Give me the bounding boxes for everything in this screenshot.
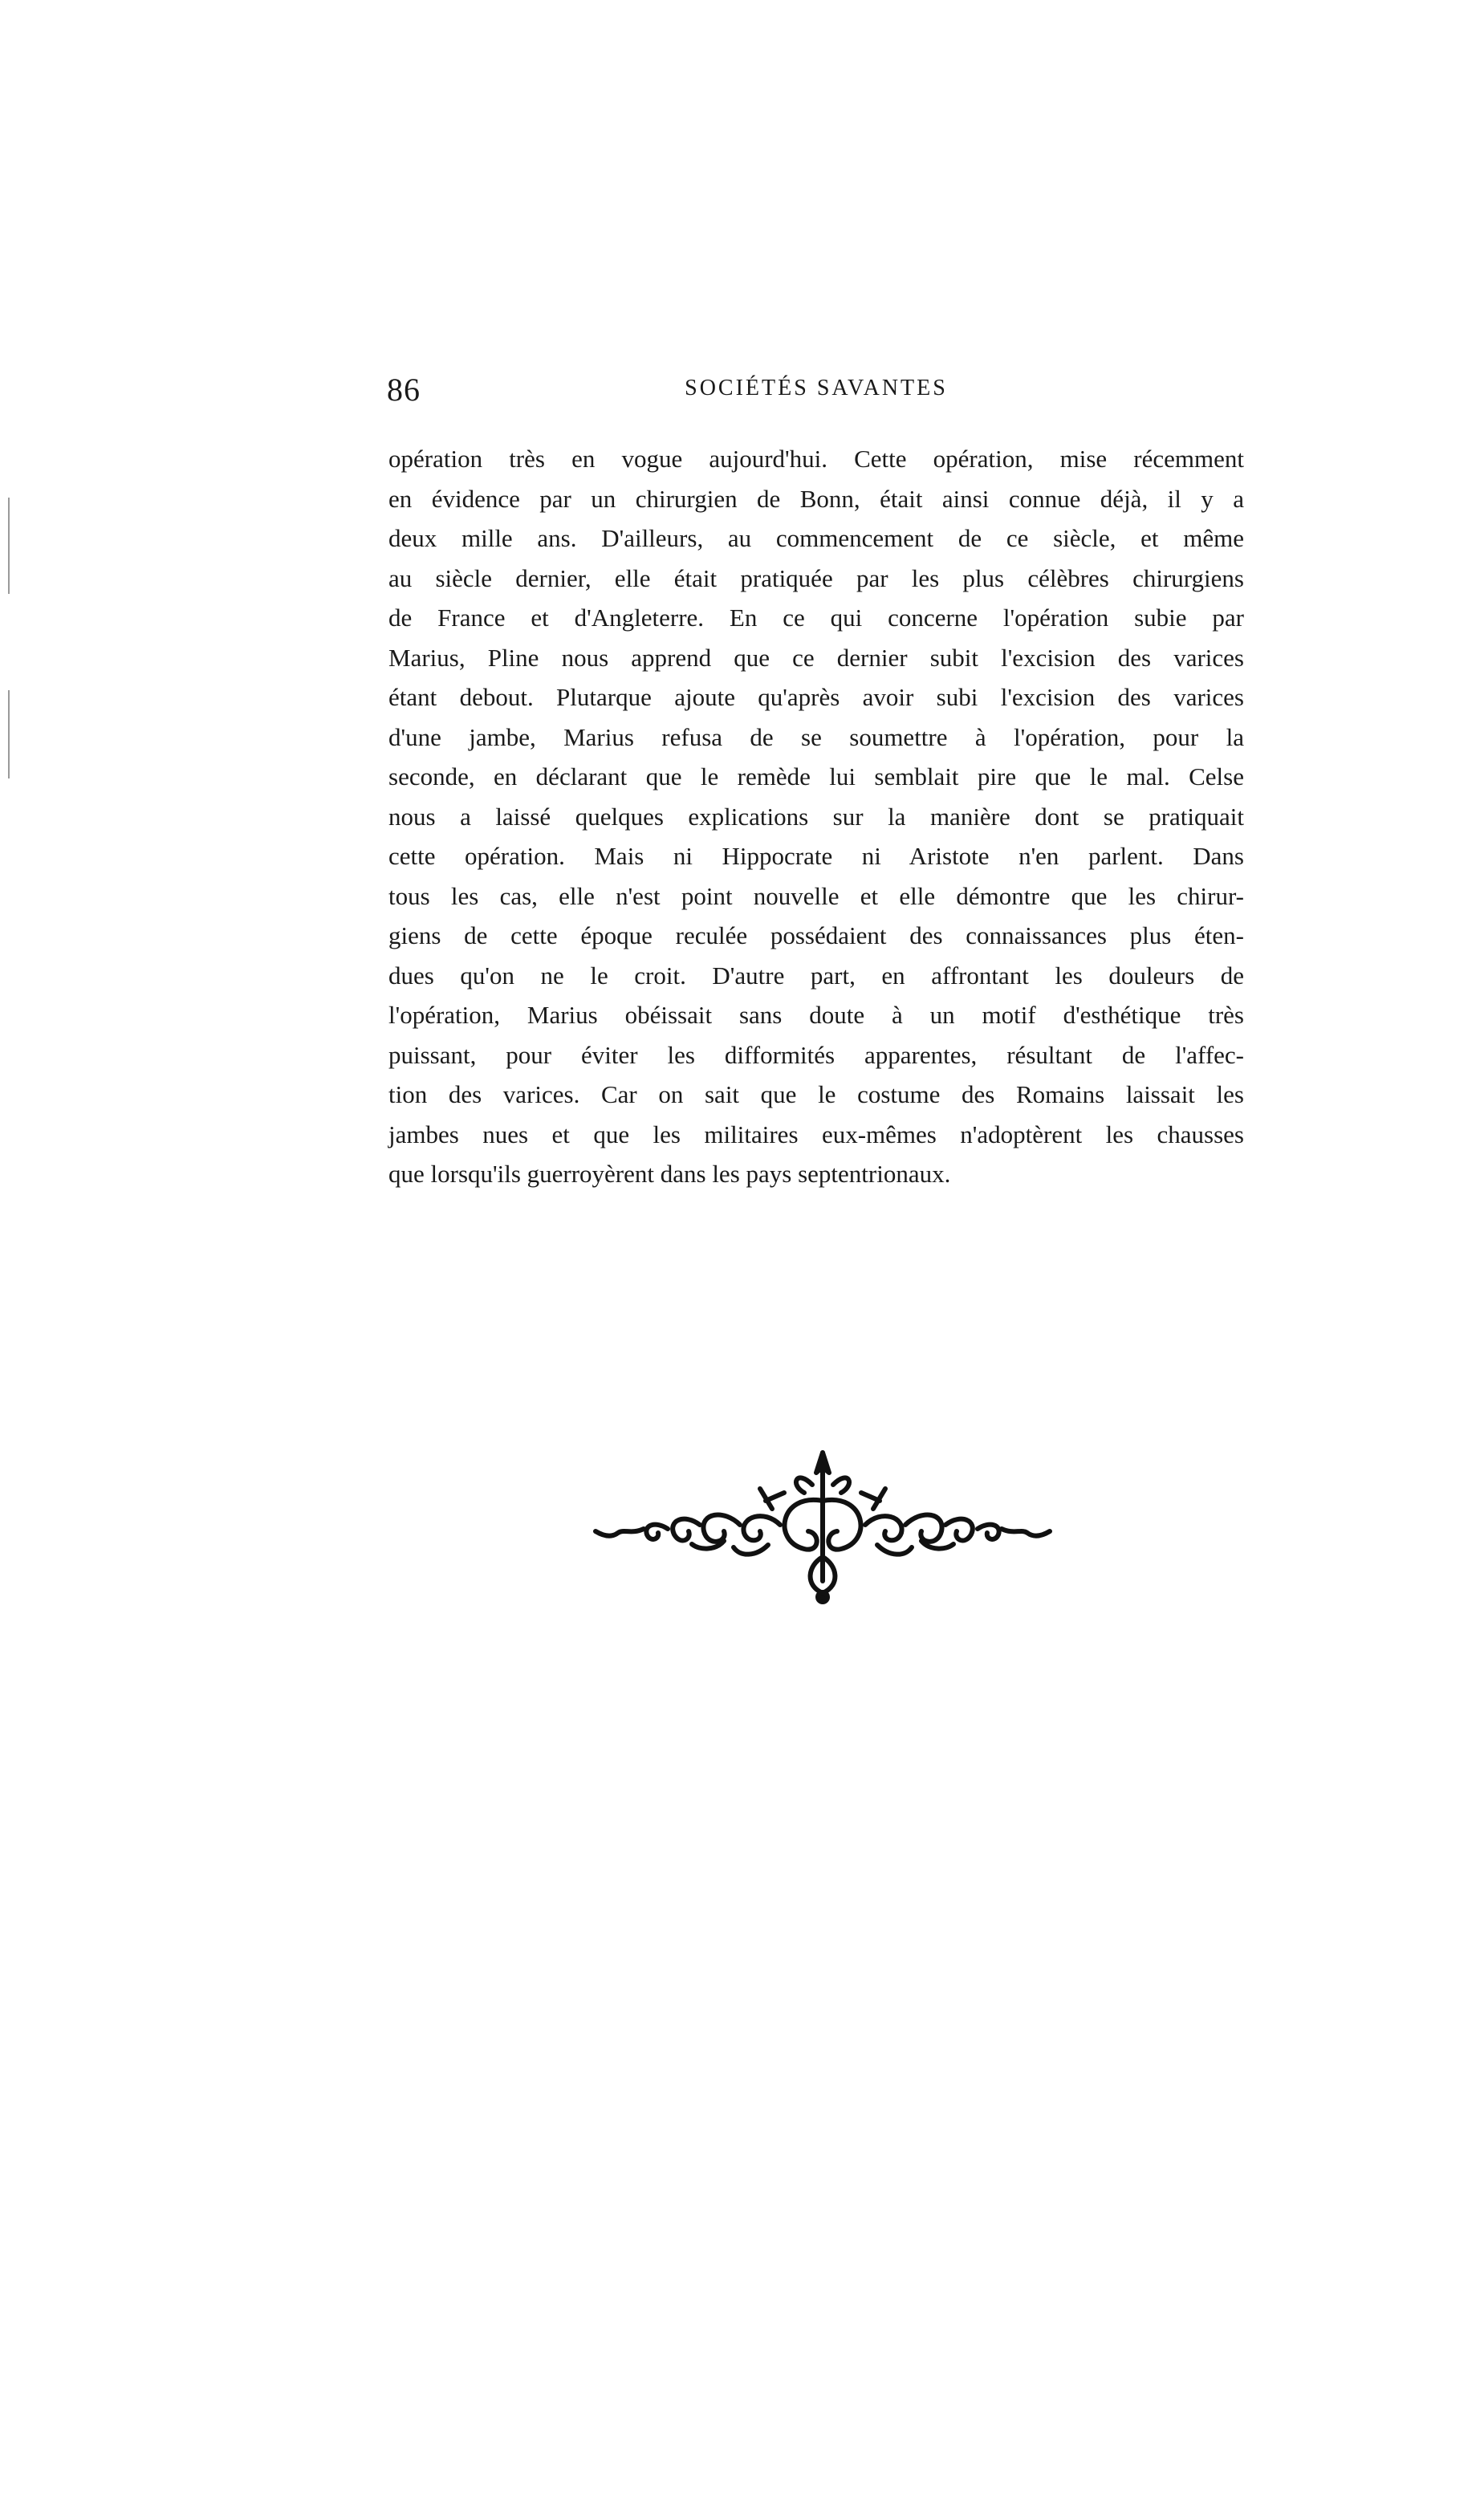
tailpiece-ornament-icon [579,1445,1066,1605]
text-line: au siècle dernier, elle était pratiquée par les plus célèbres chirurgiens [388,563,1244,592]
text-line: tous les cas, elle n'est point nouvelle et elle démontre que les chirur- [388,881,1244,910]
text-line: cette opération. Mais ni Hippocrate ni Aristote n'en parlent. Dans [388,842,1244,870]
margin-mark [8,498,10,594]
body-paragraph [388,439,1244,1194]
running-head: SOCIÉTÉS SAVANTES [685,376,948,400]
text-line: l'opération, Marius obéissait sans doute à un motif d'esthétique très [388,1001,1244,1029]
page-number: 86 [387,372,421,408]
text-line: Marius, Pline nous apprend que ce dernier subit l'excision des varices [388,643,1244,672]
text-line: en évidence par un chirurgien de Bonn, était ainsi connue déjà, il y a [388,484,1244,513]
text-line: nous a laissé quelques explications sur la manière dont se pratiquait [388,802,1244,831]
text-line: dues qu'on ne le croit. D'autre part, en affrontant les douleurs de [388,961,1244,990]
text-line: que lorsqu'ils guerroyèrent dans les pays septentrionaux. [388,1160,951,1188]
text-line: giens de cette époque reculée possédaient des connaissances plus éten- [388,921,1244,949]
text-line: d'une jambe, Marius refusa de se soumettre à l'opération, pour la [388,722,1244,751]
text-line: puissant, pour éviter les difformités apparentes, résultant de l'affec- [388,1040,1244,1069]
text-line: seconde, en déclarant que le remède lui semblait pire que le mal. Celse [388,762,1244,791]
text-line: étant debout. Plutarque ajoute qu'après avoir subi l'excision des varices [388,683,1244,711]
text-line: deux mille ans. D'ailleurs, au commencement de ce siècle, et même [388,524,1244,552]
text-line: de France et d'Angleterre. En ce qui concerne l'opération subie par [388,604,1244,632]
text-line: tion des varices. Car on sait que le costume des Romains laissait les [388,1080,1244,1108]
text-line: jambes nues et que les militaires eux-mêmes n'adoptèrent les chausses [388,1120,1244,1148]
text-line: opération très en vogue aujourd'hui. Cette opération, mise récemment [388,445,1244,473]
page-header [387,371,1246,419]
margin-mark [8,690,10,778]
